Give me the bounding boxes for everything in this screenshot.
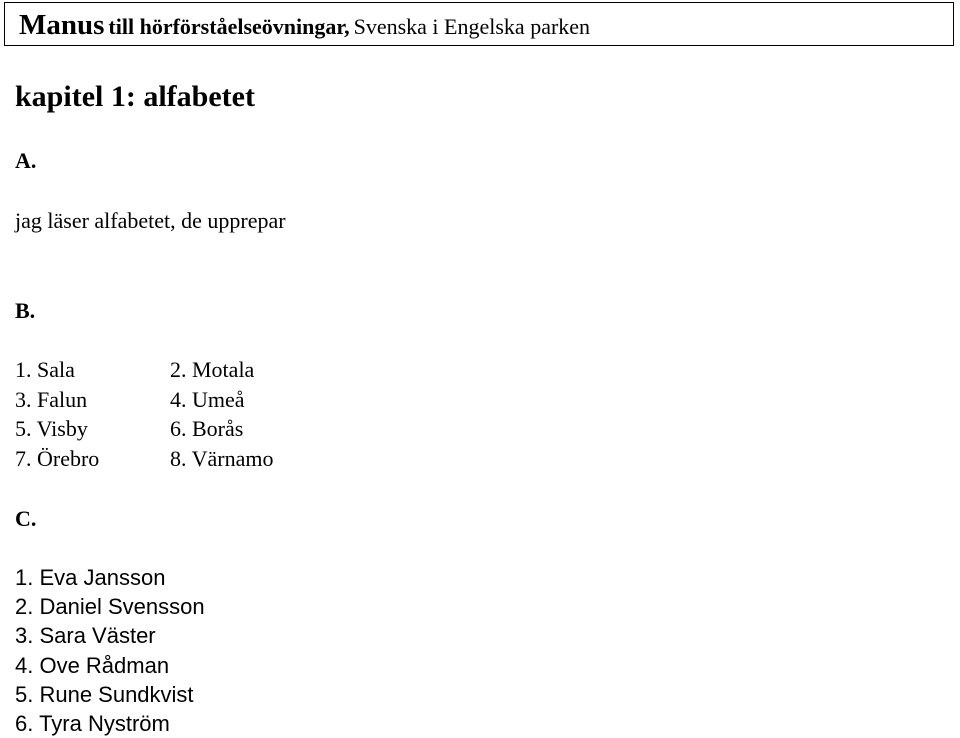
section-a-label: A. — [15, 148, 37, 173]
list-item: 2. Motala — [170, 357, 255, 382]
list-item: 4. Ove Rådman — [15, 653, 170, 678]
list-item: 4. Umeå — [170, 387, 245, 412]
document-header — [4, 2, 954, 46]
header-subtitle-bold: till hörförståelseövningar, — [108, 14, 350, 39]
chapter-title: kapitel 1: alfabetet — [15, 80, 255, 113]
list-item: 3. Sara Väster — [15, 623, 156, 648]
section-c-label: C. — [15, 506, 37, 531]
section-a-text: jag läser alfabetet, de upprepar — [15, 208, 286, 233]
list-item: 1. Eva Jansson — [15, 565, 166, 590]
list-item: 2. Daniel Svensson — [15, 594, 205, 619]
list-item: 6. Borås — [170, 416, 244, 441]
list-item: 3. Falun — [15, 387, 88, 412]
list-item: 6. Tyra Nyström — [15, 711, 170, 736]
list-item: 5. Visby — [15, 416, 88, 441]
header-title — [19, 9, 590, 42]
list-item: 7. Örebro — [15, 446, 100, 471]
list-item: 1. Sala — [15, 357, 75, 382]
list-item: 5. Rune Sundkvist — [15, 682, 194, 707]
header-manus: Manus — [19, 9, 105, 41]
list-item: 8. Värnamo — [170, 446, 274, 471]
header-subtitle: Svenska i Engelska parken — [353, 14, 591, 39]
section-b-label: B. — [15, 298, 36, 323]
